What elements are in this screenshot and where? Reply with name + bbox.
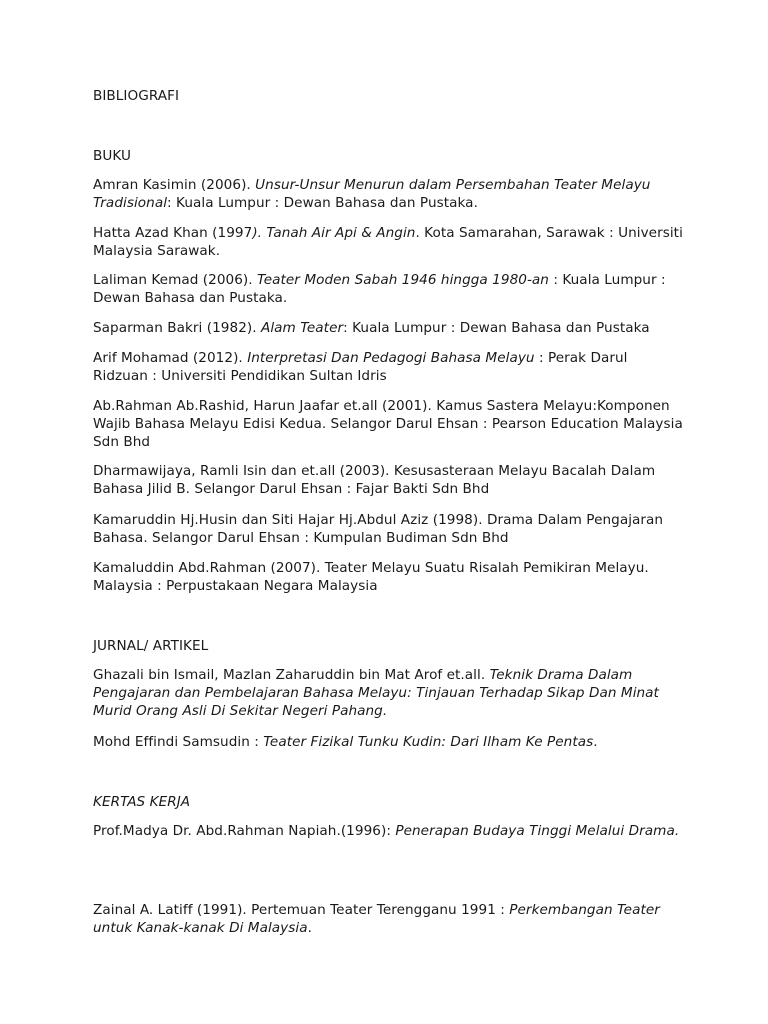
page-title: BIBLIOGRAFI [93,88,180,104]
entry-publisher: : Kuala Lumpur : Dewan Bahasa dan Pustaka. [93,272,666,306]
entry-author: Mohd Effindi Samsudin : [93,734,264,750]
entry-title: Teater Moden Sabah 1946 hingga 1980-an [257,272,549,288]
entry-author: Laliman Kemad (2006). [93,272,258,288]
bibliography-entry [93,224,683,260]
entry-author: Saparman Bakri (1982). [93,320,261,336]
entry-author: Zainal A. Latiff (1991). Pertemuan Teater Terengganu 1991 : [93,902,510,918]
entry-publisher: : Kuala Lumpur : Dewan Bahasa dan Pustaka. [167,195,478,211]
entry-title: Unsur-Unsur Menurun dalam Persembahan Teater Melayu Tradisional [93,177,651,211]
section-heading-kertas: KERTAS KERJA [93,794,191,810]
entry-title: Perkembangan Teater untuk Kanak-kanak Di Malaysia [93,902,660,936]
entry-publisher: : Perak Darul Ridzuan : Universiti Pendidikan Sultan Idris [93,350,628,384]
entry-author: Ghazali bin Ismail, Mazlan Zaharuddin bin Mat Arof et.all. [93,667,490,683]
entry-author: Hatta Azad Khan (1997 [93,225,253,241]
entry-title: Interpretasi Dan Pedagogi Bahasa Melayu [247,350,535,366]
entry-author: Prof.Madya Dr. Abd.Rahman Napiah.(1996): [93,823,396,839]
entry-publisher: : Kuala Lumpur : Dewan Bahasa dan Pustaka [343,320,650,336]
entry-suffix: . [307,920,312,936]
entry-title: Alam Teater [261,320,344,336]
entry-text: Kamaluddin Abd.Rahman (2007). Teater Melayu Suatu Risalah Pemikiran Melayu. Malaysia : Perpustakaan Negara Malaysia [93,560,649,594]
entry-title: Teater Fizikal Tunku Kudin: Dari Ilham Ke Pentas [263,734,594,750]
entry-text: Dharmawijaya, Ramli Isin dan et.all (2003). Kesusasteraan Melayu Bacalah Dalam Bahasa Jilid B. Selangor Darul Ehsan : Fajar Bakti Sdn Bhd [93,463,656,497]
bibliography-entry [93,462,683,498]
entry-suffix: . [593,734,598,750]
section-heading-jurnal: JURNAL/ ARTIKEL [93,638,209,654]
section-heading-buku: BUKU [93,148,131,164]
bibliography-entry [93,511,683,547]
entry-publisher: . Kota Samarahan, Sarawak : Universiti Malaysia Sarawak. [93,225,683,259]
bibliography-entry [93,271,683,307]
entry-text: Ab.Rahman Ab.Rashid, Harun Jaafar et.all (2001). Kamus Sastera Melayu:Komponen Wajib Bahasa Melayu Edisi Kedua. Selangor Darul Ehsan : Pearson Education Malaysia Sdn Bhd [93,398,683,450]
bibliography-entry [93,733,683,751]
bibliography-entry [93,559,683,595]
bibliography-entry [93,822,683,840]
bibliography-entry [93,349,683,385]
entry-title: Teknik Drama Dalam Pengajaran dan Pembelajaran Bahasa Melayu: Tinjauan Terhadap Sikap Dan Minat Murid Orang Asli Di Sekitar Negeri Pahang. [93,667,659,719]
entry-author: Amran Kasimin (2006). [93,177,256,193]
bibliography-entry [93,901,683,937]
entry-title: Penerapan Budaya Tinggi Melalui Drama. [395,823,680,839]
bibliography-entry [93,319,683,337]
bibliography-entry [93,397,683,451]
bibliography-entry [93,176,683,212]
entry-author: Arif Mohamad (2012). [93,350,248,366]
entry-text: Kamaruddin Hj.Husin dan Siti Hajar Hj.Abdul Aziz (1998). Drama Dalam Pengajaran Bahasa. Selangor Darul Ehsan : Kumpulan Budiman Sdn Bhd [93,512,664,546]
bibliography-entry [93,666,683,720]
entry-title: ). Tanah Air Api & Angin [252,225,416,241]
